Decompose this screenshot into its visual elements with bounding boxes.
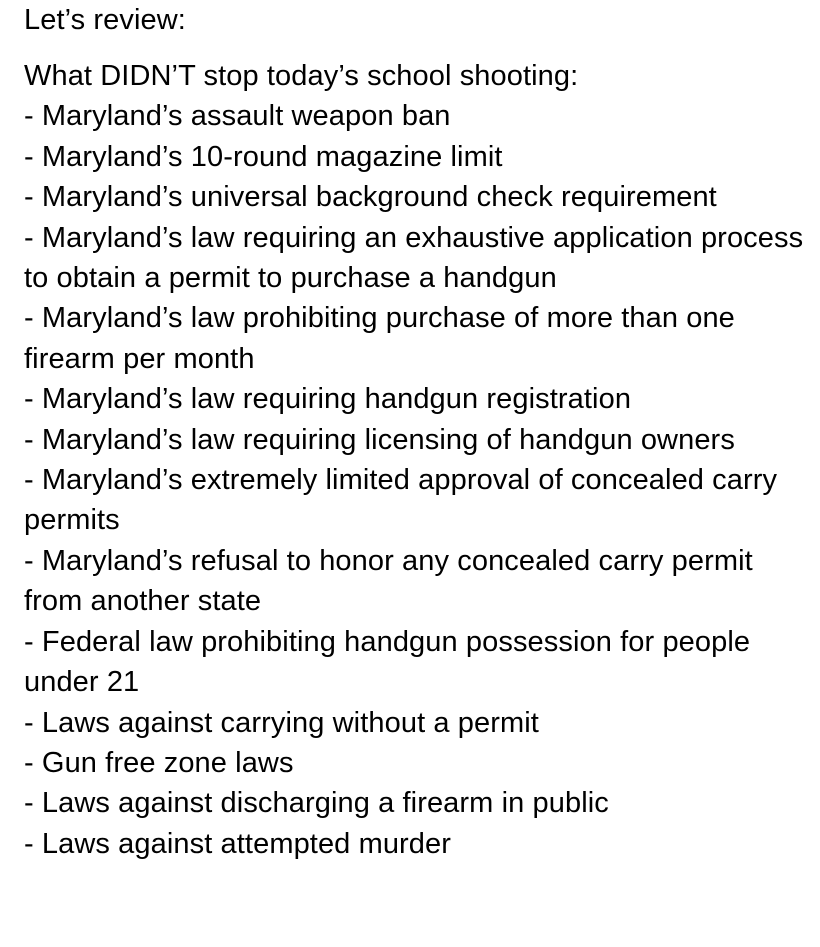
reasons-list: [24, 96, 814, 864]
list-item: - Maryland’s refusal to honor any concealed carry permit from another state: [24, 544, 753, 618]
list-item: - Maryland’s law requiring an exhaustive application process to obtain a permit to purchase a handgun: [24, 221, 804, 295]
list-item: - Maryland’s universal background check requirement: [24, 181, 717, 214]
post-heading: What DIDN’T stop today’s school shooting:: [24, 60, 579, 92]
list-item: - Gun free zone laws: [24, 746, 294, 779]
post-body: [24, 0, 814, 864]
list-item: - Laws against discharging a firearm in public: [24, 787, 609, 820]
list-item: - Laws against attempted murder: [24, 827, 452, 860]
list-item: - Federal law prohibiting handgun possession for people under 21: [24, 625, 751, 699]
list-item: - Maryland’s law prohibiting purchase of more than one firearm per month: [24, 302, 735, 375]
list-item: - Maryland’s assault weapon ban: [24, 100, 451, 133]
list-item: - Maryland’s law requiring licensing of handgun owners: [24, 423, 735, 456]
list-item: - Laws against carrying without a permit: [24, 706, 539, 739]
list-item: - Maryland’s law requiring handgun registration: [24, 383, 632, 416]
list-item: - Maryland’s extremely limited approval of concealed carry permits: [24, 464, 778, 537]
post-intro: Let’s review:: [24, 4, 186, 36]
list-item: - Maryland’s 10-round magazine limit: [24, 140, 503, 173]
